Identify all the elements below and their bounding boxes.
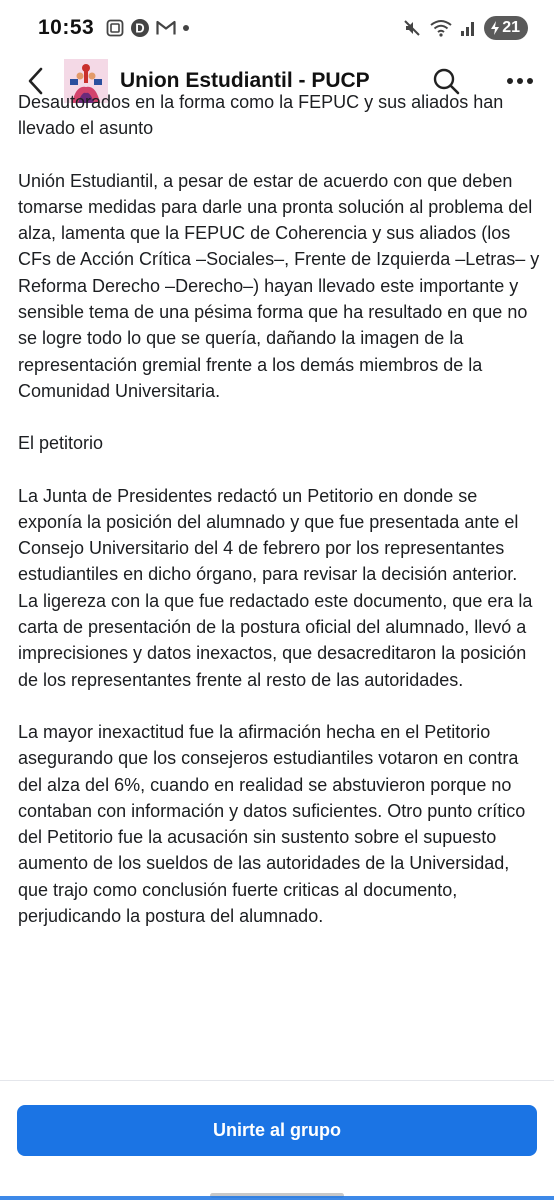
post-body: [18, 89, 542, 955]
join-group-button[interactable]: Unirte al grupo: [17, 1105, 537, 1156]
post-paragraph: Unión Estudiantil, a pesar de estar de acuerdo con que deben tomarse medidas para darle una pronta solución al problema del alza, lamenta que la FEPUC de Coherencia y sus aliados (los CFs de Acción Crítica –Sociales–, Frente de Izquierda –Letras– y Reforma Derecho –Derecho–) hayan llevado este importante y sensible tema de una pésima forma que ha resultado en que no se logre todo lo que se quería, dañando la imagen de la representación gremial frente a los demás miembros de la Comunidad Universitaria.: [18, 170, 540, 401]
wifi-icon: [430, 19, 452, 37]
battery-level: 21: [502, 19, 520, 36]
post-content[interactable]: [0, 92, 554, 1072]
signal-icon: [460, 19, 476, 37]
svg-text:D: D: [135, 20, 145, 36]
group-title: Union Estudiantil - PUCP: [120, 69, 370, 92]
mute-icon: [402, 18, 422, 38]
post-paragraph: La mayor inexactitud fue la afirmación hecha en el Petitorio asegurando que los consejeros estudiantiles votaron en contra del alza del 6%, cuando en realidad se abstuvieron porque no contaban con información y datos suficientes. Otro punto crítico del Petitorio fue la acusación sin sustento sobre el supuesto aumento de los sueldos de las autoridades de la Universidad, que trajo como conclusión fuerte criticas al documento, perjudicando la postura del alumnado.: [18, 721, 526, 927]
dot-icon: [182, 24, 190, 32]
status-time: 10:53: [38, 16, 95, 39]
gmail-icon: [156, 20, 176, 36]
more-options-button[interactable]: [506, 77, 534, 85]
post-paragraph: Desautorados en la forma como la FEPUC y sus aliados han llevado el asunto: [18, 92, 504, 139]
battery-icon: [490, 20, 500, 36]
post-paragraph: La Junta de Presidentes redactó un Petitorio en donde se exponía la posición del alumnado y que fue presentada ante el Consejo Universitario del 4 de febrero por los representantes estudiantiles en dicho órgano, para revisar la decisión anterior. La ligereza con la que fue redactado este documento, que era la carta de presentación de la postura oficial del alumnado, llevó a imprecisiones y datos inexactos, que desacreditaron la posición de los representantes frente al resto de las autoridades.: [18, 485, 533, 690]
battery-indicator: [484, 16, 528, 40]
dollar-app-icon: [130, 18, 150, 38]
more-options-icon: [506, 77, 534, 85]
post-subheading: El petitorio: [18, 433, 104, 454]
bottom-edge: [0, 1196, 554, 1200]
join-footer: [0, 1080, 554, 1201]
status-bar: [0, 0, 554, 56]
screenshot-icon: [106, 19, 124, 37]
system-icons: [402, 16, 528, 40]
notification-icons: [106, 18, 190, 38]
